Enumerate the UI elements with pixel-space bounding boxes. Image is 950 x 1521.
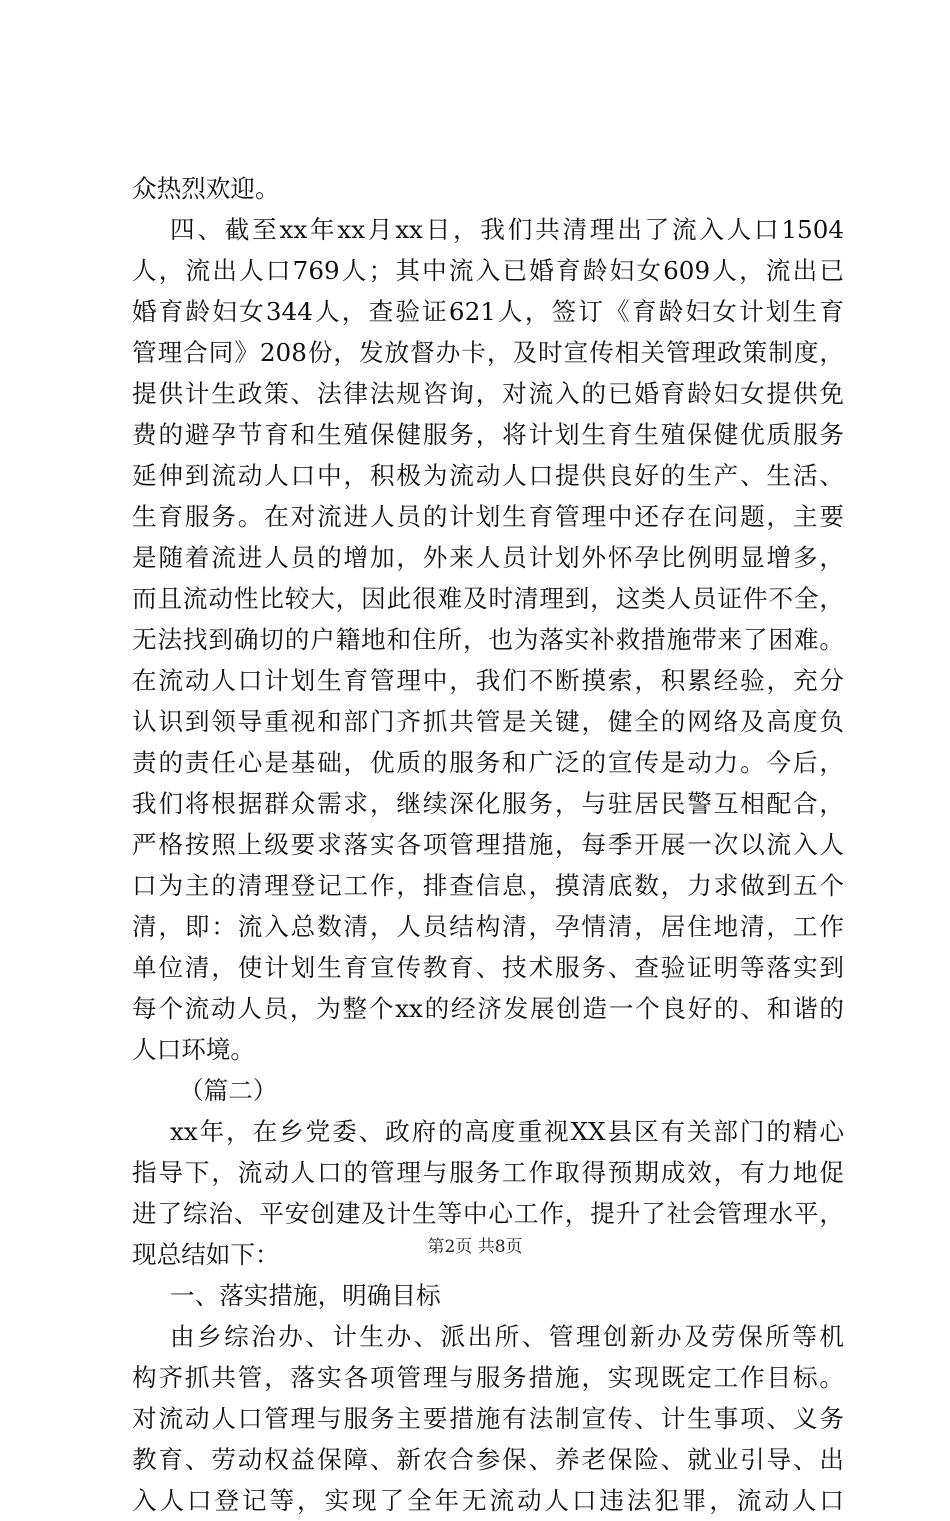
page-footer: 第2页 共8页 xyxy=(427,1237,523,1257)
text-line: 责的责任心是基础，优质的服务和广泛的宣传是动力。今后， xyxy=(132,748,844,777)
text-line: 入人口登记等，实现了全年无流动人口违法犯罪，流动人口 xyxy=(132,1486,844,1515)
text-line: 我们将根据群众需求，继续深化服务，与驻居民警互相配合， xyxy=(132,789,844,818)
text-line: 在流动人口计划生育管理中，我们不断摸索，积累经验，充分 xyxy=(132,666,844,695)
text-line: 提供计生政策、法律法规咨询，对流入的已婚育龄妇女提供免 xyxy=(132,379,844,408)
text-line: 费的避孕节育和生殖保健服务，将计划生育生殖保健优质服务 xyxy=(132,420,844,449)
text-line: 严格按照上级要求落实各项管理措施，每季开展一次以流入人 xyxy=(132,830,844,859)
paragraph-start-line: 四、截至xx年xx月xx日，我们共清理出了流入人口1504 xyxy=(170,215,844,244)
text-line: 现总结如下： xyxy=(132,1240,280,1269)
text-line: 进了综治、平安创建及计生等中心工作，提升了社会管理水平， xyxy=(132,1199,844,1228)
text-line: 认识到领导重视和部门齐抓共管是关键，健全的网络及高度负 xyxy=(132,707,844,736)
text-line: 延伸到流动人口中，积极为流动人口提供良好的生产、生活、 xyxy=(132,461,844,490)
text-line: 人口环境。 xyxy=(132,1035,255,1064)
text-line: 单位清，使计划生育宣传教育、技术服务、查验证明等落实到 xyxy=(132,953,844,982)
text-line: 人，流出人口769人；其中流入已婚育龄妇女609人，流出已 xyxy=(132,256,844,285)
text-line: 生育服务。在对流进人员的计划生育管理中还存在问题，主要 xyxy=(132,502,844,531)
paragraph-start-line: xx年，在乡党委、政府的高度重视XX县区有关部门的精心 xyxy=(170,1117,844,1146)
text-line: 众热烈欢迎。 xyxy=(132,174,280,203)
text-line: 是随着流进人员的增加，外来人员计划外怀孕比例明显增多， xyxy=(132,543,844,572)
section-heading: （篇二） xyxy=(179,1076,278,1105)
text-line: 无法找到确切的户籍地和住所，也为落实补救措施带来了困难。 xyxy=(132,625,844,654)
text-line: 对流动人口管理与服务主要措施有法制宣传、计生事项、义务 xyxy=(132,1404,844,1433)
text-line: 指导下，流动人口的管理与服务工作取得预期成效，有力地促 xyxy=(132,1158,844,1187)
text-line: 婚育龄妇女344人，查验证621人，签订《育龄妇女计划生育 xyxy=(132,297,844,326)
text-line: 清，即：流入总数清，人员结构清，孕情清，居住地清，工作 xyxy=(132,912,844,941)
text-line: 每个流动人员，为整个xx的经济发展创造一个良好的、和谐的 xyxy=(132,994,844,1023)
text-line: 教育、劳动权益保障、新农合参保、养老保险、就业引导、出 xyxy=(132,1445,844,1474)
text-line: 而且流动性比较大，因此很难及时清理到，这类人员证件不全， xyxy=(132,584,844,613)
text-line: 口为主的清理登记工作，排查信息，摸清底数，力求做到五个 xyxy=(132,871,844,900)
paragraph-start-line: 由乡综治办、计生办、派出所、管理创新办及劳保所等机 xyxy=(170,1322,844,1351)
text-line: 构齐抓共管，落实各项管理与服务措施，实现既定工作目标。 xyxy=(132,1363,844,1392)
document-body xyxy=(132,168,844,1521)
text-line: 管理合同》208份，发放督办卡，及时宣传相关管理政策制度， xyxy=(132,338,844,367)
subsection-heading: 一、落实措施，明确目标 xyxy=(170,1281,441,1310)
